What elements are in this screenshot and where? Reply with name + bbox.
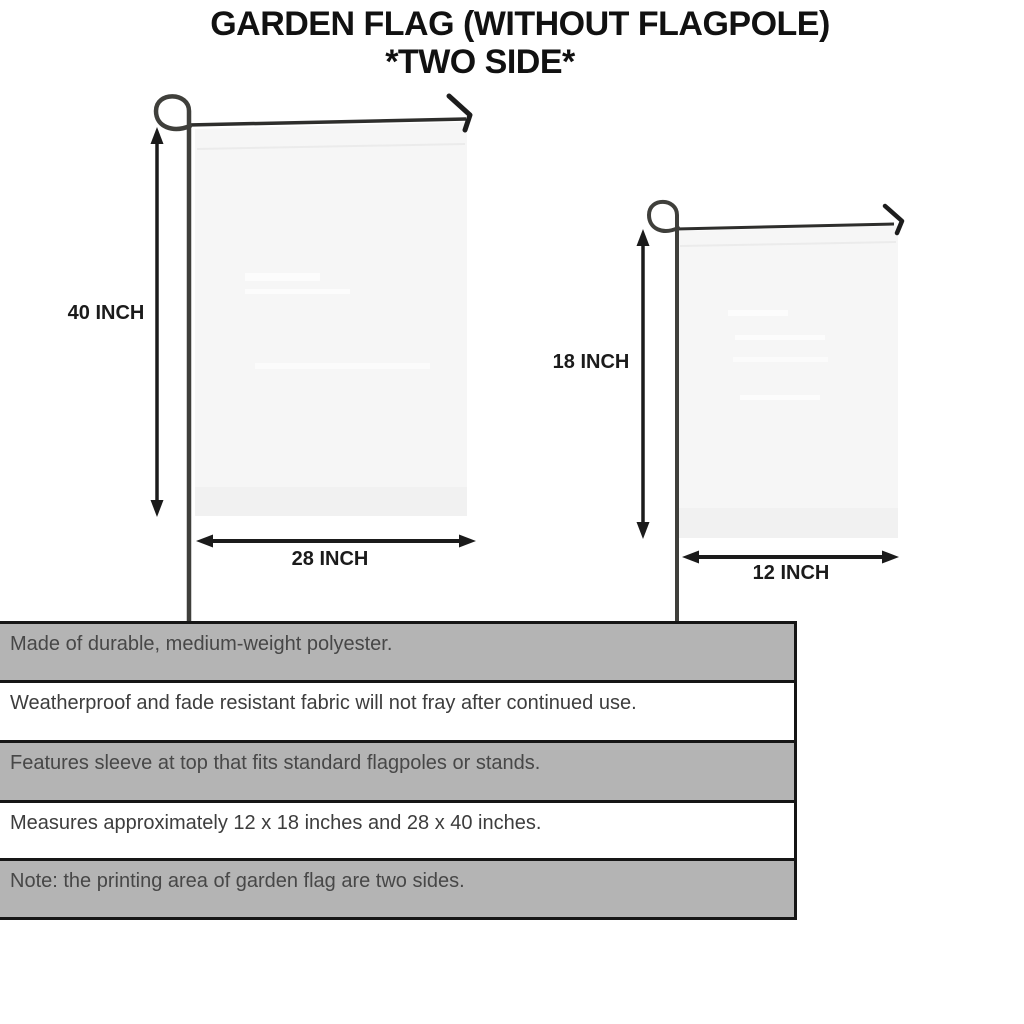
page-title: GARDEN FLAG (WITHOUT FLAGPOLE) <box>210 5 830 43</box>
page-subtitle: *TWO SIDE* <box>385 43 575 81</box>
large-flag-fold-band <box>195 487 467 516</box>
small-flag-width-label: 12 INCH <box>752 562 830 584</box>
arrowhead-down-icon <box>637 522 650 539</box>
fabric-streak <box>740 395 820 400</box>
spec-row-weatherproof: Weatherproof and fade resistant fabric will not fray after continued use. <box>0 683 794 743</box>
arrowhead-left-icon <box>196 535 213 548</box>
fabric-streak <box>728 310 788 316</box>
fabric-streak <box>245 273 320 281</box>
spec-row-sleeve: Features sleeve at top that fits standard flagpoles or stands. <box>0 743 794 803</box>
fabric-streak <box>245 289 350 294</box>
fabric-streak <box>733 357 828 362</box>
small-flag-fabric <box>678 226 898 538</box>
arrowhead-left-icon <box>682 551 699 564</box>
small-flag-fold-band <box>678 508 898 538</box>
arrowhead-up-icon <box>637 229 650 246</box>
large-flag-height-label: 40 INCH <box>67 302 145 324</box>
spec-row-material: Made of durable, medium-weight polyester. <box>0 624 794 683</box>
small-flag-diagram <box>637 202 903 621</box>
fabric-streak <box>735 335 825 340</box>
spec-row-measurements: Measures approximately 12 x 18 inches and 28 x 40 inches. <box>0 803 794 861</box>
arrowhead-down-icon <box>151 500 164 517</box>
arrowhead-right-icon <box>882 551 899 564</box>
large-flag-fabric <box>195 122 467 516</box>
arrowhead-right-icon <box>459 535 476 548</box>
large-flag-width-label: 28 INCH <box>291 548 369 570</box>
small-flag-height-label: 18 INCH <box>552 351 630 373</box>
spec-table <box>0 621 797 920</box>
fabric-streak <box>255 363 430 369</box>
large-flag-diagram <box>151 96 477 621</box>
spec-row-note: Note: the printing area of garden flag are two sides. <box>0 861 794 917</box>
small-flagpole-with-loop <box>649 202 678 621</box>
arrowhead-up-icon <box>151 127 164 144</box>
large-flagpole-with-loop <box>156 96 190 621</box>
